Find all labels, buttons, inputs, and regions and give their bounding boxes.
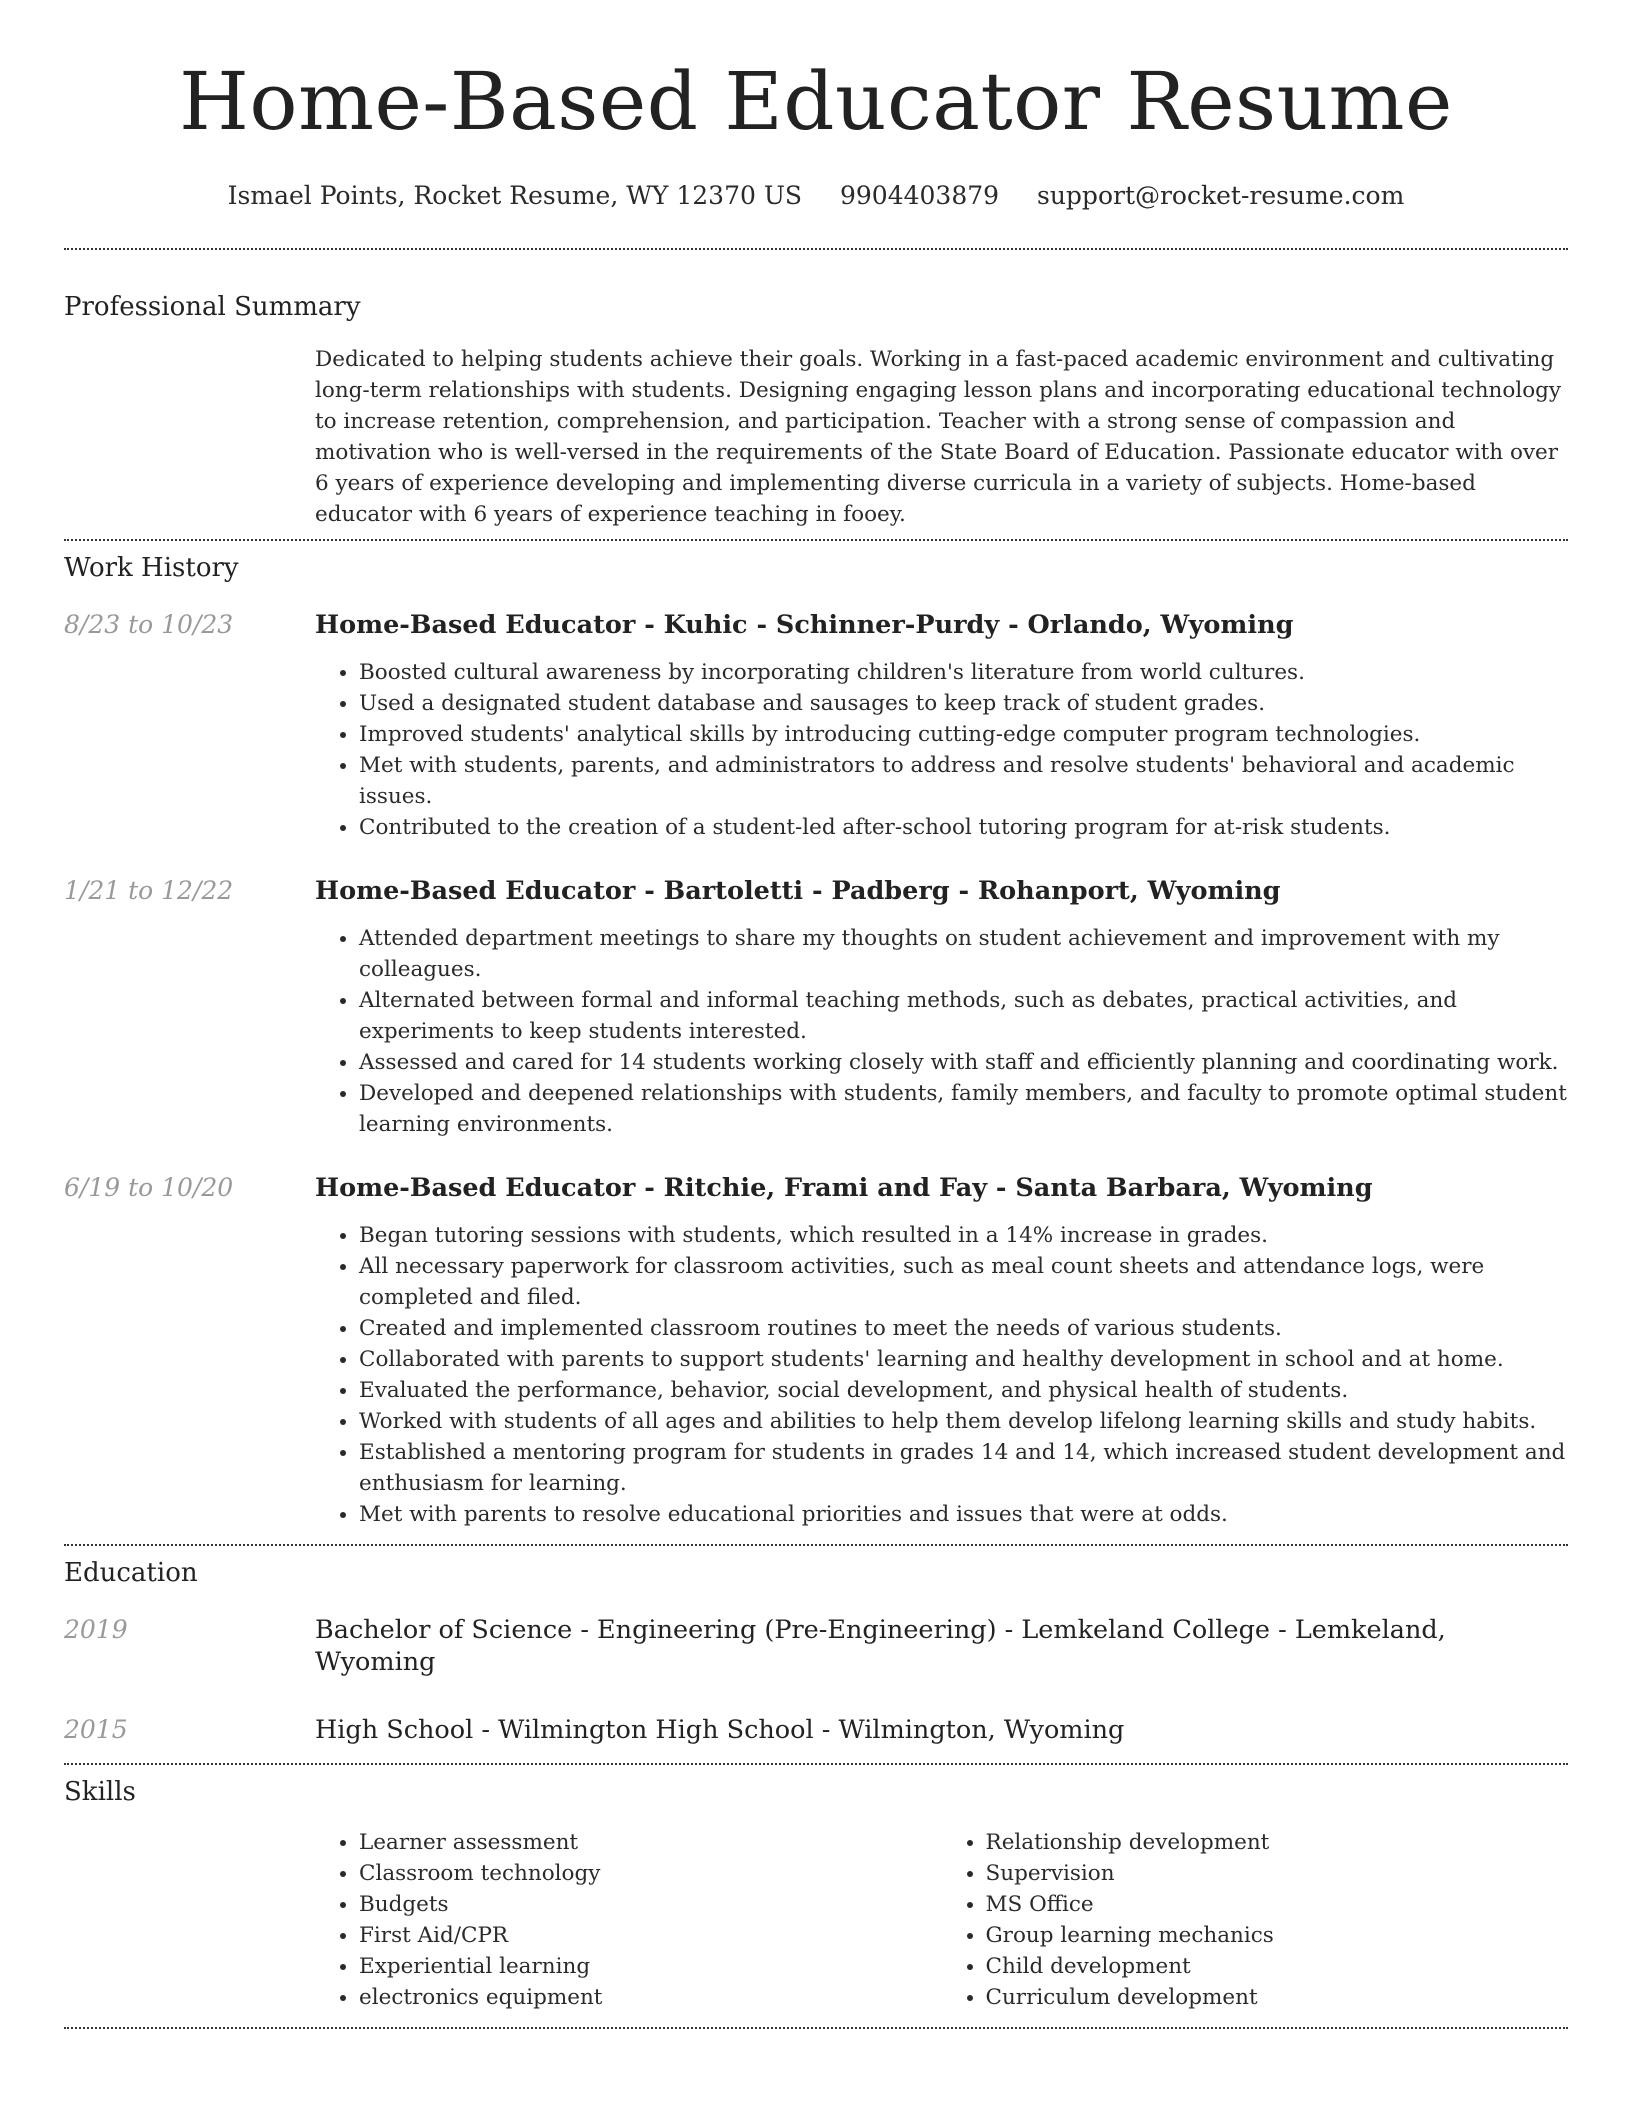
list-item: • All necessary paperwork for classroom activities, such as meal count sheets and attendance logs, were completed and filed.	[359, 1251, 1568, 1313]
education-text: High School - Wilmington High School - Wilmington, Wyoming	[315, 1715, 1125, 1745]
list-item: • Collaborated with parents to support students' learning and healthy development in school and at home.	[359, 1344, 1568, 1375]
list-item: • Created and implemented classroom routines to meet the needs of various students.	[359, 1313, 1568, 1344]
list-item: • electronics equipment	[359, 1982, 942, 2013]
divider	[64, 1544, 1568, 1546]
education-entry	[64, 1714, 1568, 1746]
job-bullets	[315, 1220, 1568, 1530]
skills-heading: Skills	[64, 1777, 136, 1807]
list-item: • Classroom technology	[359, 1858, 942, 1889]
list-item: • Child development	[986, 1951, 1569, 1982]
list-item: • Supervision	[986, 1858, 1569, 1889]
list-item: • Worked with students of all ages and abilities to help them develop lifelong learning skills and study habits.	[359, 1406, 1568, 1437]
list-item: • Group learning mechanics	[986, 1920, 1569, 1951]
list-item: • Alternated between formal and informal teaching methods, such as debates, practical activities, and experiments to keep students interested.	[359, 985, 1568, 1047]
list-item: • Assessed and cared for 14 students working closely with staff and efficiently planning and coordinating work.	[359, 1047, 1568, 1078]
skills-section	[64, 1775, 1568, 2013]
summary-heading: Professional Summary	[64, 292, 361, 322]
job-title: Home-Based Educator - Kuhic - Schinner-Purdy - Orlando, Wyoming	[315, 610, 1294, 640]
divider	[64, 1763, 1568, 1765]
list-item: • Evaluated the performance, behavior, social development, and physical health of students.	[359, 1375, 1568, 1406]
list-item: • Used a designated student database and sausages to keep track of student grades.	[359, 688, 1568, 719]
contact-phone: 9904403879	[839, 181, 1000, 210]
divider	[64, 539, 1568, 541]
education-text: Bachelor of Science - Engineering (Pre-Engineering) - Lemkeland College - Lemkeland, Wyoming	[315, 1615, 1446, 1677]
divider	[64, 248, 1568, 250]
list-item: • Established a mentoring program for students in grades 14 and 14, which increased student development and enthusiasm for learning.	[359, 1437, 1568, 1499]
job-dates: 6/19 to 10/20	[64, 1173, 234, 1202]
job-bullets	[315, 923, 1568, 1140]
list-item: • Developed and deepened relationships with students, family members, and faculty to promote optimal student learning environments.	[359, 1078, 1568, 1140]
list-item: • Experiential learning	[359, 1951, 942, 1982]
list-item: • Attended department meetings to share my thoughts on student achievement and improvement with my colleagues.	[359, 923, 1568, 985]
list-item: • Budgets	[359, 1889, 942, 1920]
education-section	[64, 1556, 1568, 1746]
list-item: • Met with parents to resolve educational priorities and issues that were at odds.	[359, 1499, 1568, 1530]
job-bullets	[315, 657, 1568, 843]
list-item: • Improved students' analytical skills by introducing cutting-edge computer program technologies.	[359, 719, 1568, 750]
job-dates: 8/23 to 10/23	[64, 610, 234, 639]
job-entry	[64, 1172, 1568, 1530]
job-entry	[64, 609, 1568, 843]
work-history-section	[64, 551, 1568, 1530]
list-item: • MS Office	[986, 1889, 1569, 1920]
job-entry	[64, 875, 1568, 1140]
education-entry	[64, 1614, 1568, 1678]
job-title: Home-Based Educator - Ritchie, Frami and Fay - Santa Barbara, Wyoming	[315, 1173, 1373, 1203]
contact-address: Ismael Points, Rocket Resume, WY 12370 US	[227, 181, 803, 210]
list-item: • Learner assessment	[359, 1827, 942, 1858]
list-item: • Relationship development	[986, 1827, 1569, 1858]
summary-row	[64, 344, 1568, 530]
skills-list-right	[942, 1827, 1569, 2013]
divider	[64, 2027, 1568, 2029]
summary-section	[64, 290, 1568, 530]
work-history-heading: Work History	[64, 553, 239, 583]
education-year: 2019	[64, 1615, 128, 1644]
list-item: • First Aid/CPR	[359, 1920, 942, 1951]
skills-row	[64, 1827, 1568, 2013]
list-item: • Boosted cultural awareness by incorporating children's literature from world cultures.	[359, 657, 1568, 688]
job-title: Home-Based Educator - Bartoletti - Padberg - Rohanport, Wyoming	[315, 876, 1281, 906]
education-year: 2015	[64, 1715, 128, 1744]
contact-email: support@rocket-resume.com	[1037, 181, 1405, 210]
list-item: • Met with students, parents, and administrators to address and resolve students' behavioral and academic issues.	[359, 750, 1568, 812]
summary-text: Dedicated to helping students achieve their goals. Working in a fast-paced academic environment and cultivating long-term relationships with students. Designing engaging lesson plans and incorporating educational technology to increase retention, comprehension, and participation. Teacher with a strong sense of compassion and motivation who is well-versed in the requirements of the State Board of Education. Passionate educator with over 6 years of experience developing and implementing diverse curricula in a variety of subjects. Home-based educator with 6 years of experience teaching in fooey.	[315, 347, 1562, 527]
skills-list-left	[315, 1827, 942, 2013]
list-item: • Began tutoring sessions with students, which resulted in a 14% increase in grades.	[359, 1220, 1568, 1251]
job-dates: 1/21 to 12/22	[64, 876, 234, 905]
resume-title: Home-Based Educator Resume	[179, 55, 1453, 148]
contact-line	[64, 180, 1568, 212]
list-item: • Contributed to the creation of a student-led after-school tutoring program for at-risk students.	[359, 812, 1568, 843]
list-item: • Curriculum development	[986, 1982, 1569, 2013]
education-heading: Education	[64, 1558, 198, 1588]
